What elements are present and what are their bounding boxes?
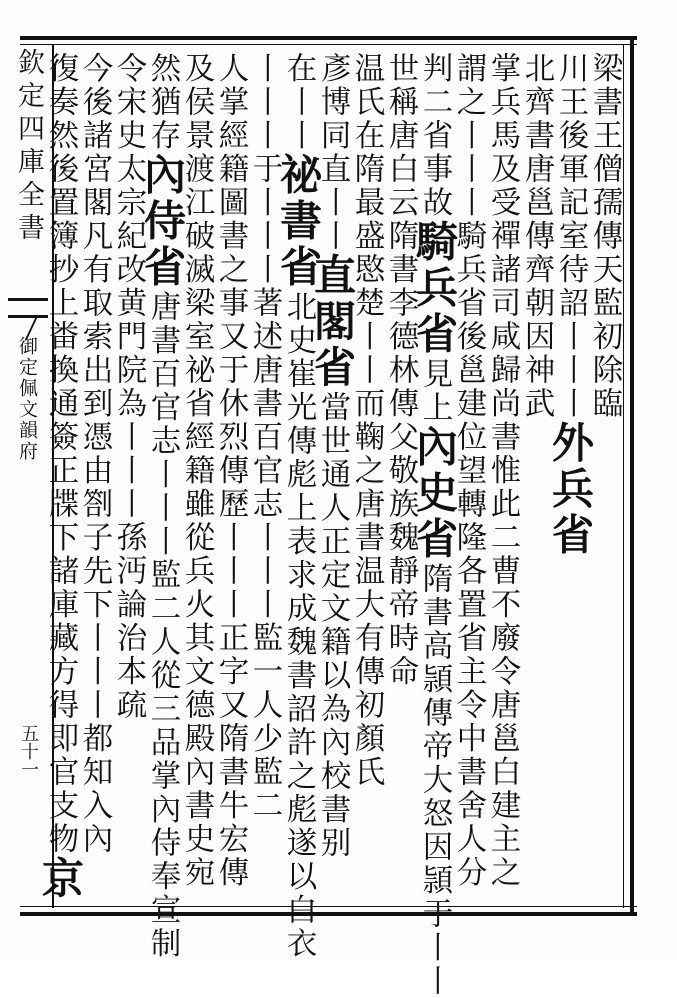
body-text: 判二省事故 xyxy=(417,52,452,220)
annotation-text: 温氏在隋最盛愍楚丨丨而鞠之唐書温大有傳初顏氏 xyxy=(349,52,384,789)
margin-title: 欽定四庫全書 xyxy=(12,48,44,246)
annotation-text: 唐書百官志丨丨丨監二人從三品掌內侍奉宣制 xyxy=(145,291,180,961)
annotation-text: 及侯景渡江破滅梁室祕省經籍雖從兵火其文德殿內書史宛 xyxy=(179,52,214,890)
frame-right-inner-border xyxy=(623,44,624,908)
body-text: 在丨丨 xyxy=(281,52,316,153)
annotation-text: 隋書李德林傳父敬族魏靜帝時命 xyxy=(383,220,418,689)
annotation-text: 令宋史太宗紀改黄門院為丨丨丨孫沔論治本疏 xyxy=(111,52,146,722)
section-heading: 外兵省 xyxy=(546,421,595,559)
annotation-text: 謂之丨丨丨騎兵省後邕建位望轉隆各置省主令中書舍人分 xyxy=(451,52,486,890)
text-column xyxy=(42,52,78,902)
text-column xyxy=(348,52,384,902)
section-heading: 直閣省 xyxy=(308,253,357,391)
body-text: 川王後軍記室待詔丨丨丨 xyxy=(553,52,588,421)
frame-right-border xyxy=(630,36,634,916)
frame-bottom-inner-border xyxy=(20,906,637,907)
text-column xyxy=(416,52,452,902)
text-column xyxy=(518,52,554,902)
annotation-text: 北齊書唐邕傳齊朝因神武 xyxy=(519,52,554,421)
annotation-text: 丨丨丨于丨丨丨著述唐書百官志丨丨丨監一人少監二 xyxy=(247,52,282,823)
section-heading: 祕書省 xyxy=(274,153,323,291)
body-text: 復奏然後置簿抄上畨換通簽正牒下諸庫藏方得即官支物 xyxy=(43,52,78,856)
frame-top-inner-border xyxy=(20,44,637,45)
margin-book-title: 御定佩文韻府 xyxy=(10,336,42,462)
body-text: 梁書王僧孺傳天監初除臨 xyxy=(587,52,622,421)
section-heading: 騎兵省 xyxy=(410,220,459,358)
annotation-text: 當世通人正定文籍以為內校書别 xyxy=(315,391,350,860)
annotation-text: 掌兵馬及受禪諸司咸歸尚書惟此二曹不廢令唐邕白建主之 xyxy=(485,52,520,890)
body-text: 見上 xyxy=(417,358,452,425)
section-heading: 京 xyxy=(36,856,85,902)
annotation-text: 今後諸宮閣凡有取索出到憑由劄子先下丨丨丨都知入內 xyxy=(77,52,112,856)
annotation-text: 北史崔光傳彪上表求成魏書詔許之彪遂以白衣 xyxy=(281,291,316,961)
text-column xyxy=(552,52,588,902)
text-column xyxy=(76,52,112,902)
section-heading: 內侍省 xyxy=(138,153,187,291)
body-text: 彥博同直丨丨 xyxy=(315,52,350,253)
frame-bottom-border xyxy=(20,912,637,916)
body-text: 然猶存 xyxy=(145,52,180,153)
text-column xyxy=(382,52,418,902)
text-column xyxy=(484,52,520,902)
text-column xyxy=(144,52,180,902)
section-heading: 內史省 xyxy=(410,425,459,563)
text-column xyxy=(246,52,282,902)
margin-page-number: 五十一 xyxy=(14,724,42,778)
text-column xyxy=(212,52,248,902)
text-column xyxy=(110,52,146,902)
annotation-text: 人掌經籍圖書之事又于休烈傳歷丨丨丨正字又隋書牛宏傳 xyxy=(213,52,248,890)
annotation-text: 隋書高頴傳帝大怒因頴于丨丨 xyxy=(417,563,452,998)
body-text: 世稱唐白云 xyxy=(383,52,418,220)
text-column xyxy=(280,52,316,902)
frame-top-border xyxy=(20,36,637,40)
